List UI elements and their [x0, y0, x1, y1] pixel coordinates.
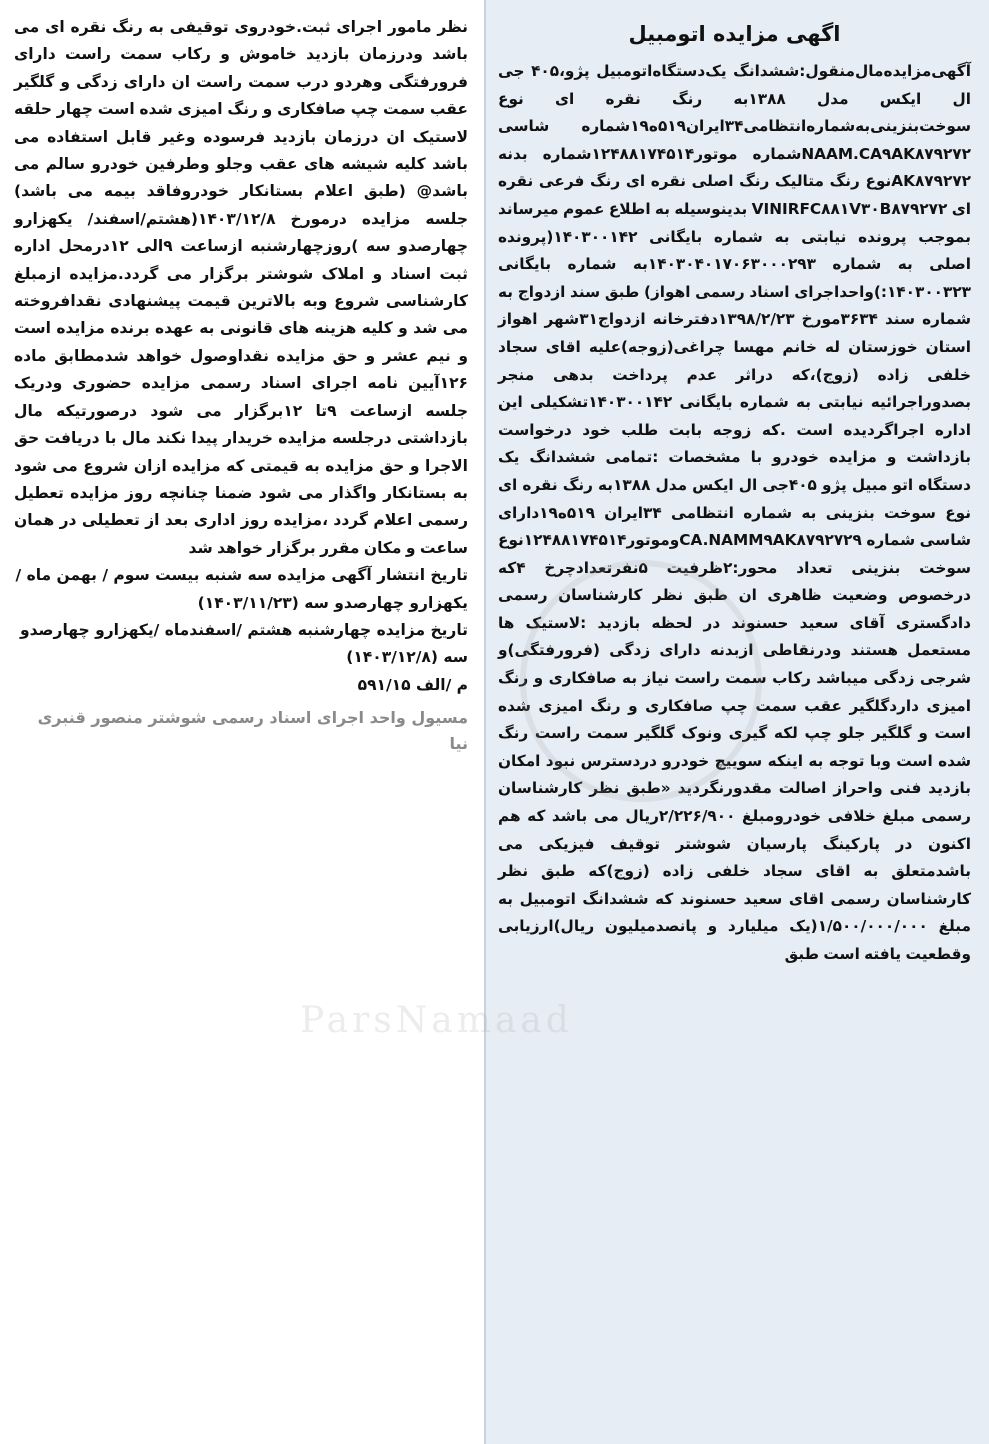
publish-date: تاریخ انتشار آگهی مزایده سه شنبه بیست سوم / بهمن ماه /یکهزارو چهارصدو سه (۱۴۰۳/۱۱/۲۳) — [15, 566, 468, 612]
signoff: مسیول واحد اجرای اسناد رسمی شوشتر منصور قنبری نیا — [37, 708, 468, 754]
watermark-text: ParsNamaad — [300, 1000, 573, 1041]
auction-date: تاریخ مزایده چهارشنبه هشتم /اسفندماه /یکهزارو چهارصدو سه (۱۴۰۳/۱۲/۸) — [19, 620, 468, 667]
notice-body-part-1: آگهی‌مزایده‌مال‌منقول:ششدانگ یک‌دستگاه‌اتومبیل پژو،۴۰۵ جی ال ایکس مدل ۱۳۸۸به رنگ نقره ای نوع سوخت‌بنزینی‌به‌شماره‌انتظامی۳۴ایران۵۱۹ه۱۹شماره شاسی NAAM.CA۹AK۸۷۹۲۷۲شماره موتور۱۲۴۸۸۱۷۴۵۱۴شماره بدنه AK۸۷۹۲۷۲نوع رنگ متالیک رنگ اصلی نقره ای رنگ فرعی نقره ای VINIRFC۸۸۱V۳۰B۸۷۹۲۷۲ بدینوسیله به اطلاع عموم میرساند بموجب پرونده نیابتی به شماره بایگانی ۱۴۰۳۰۰۱۴۲(پرونده اصلی به شماره ۱۴۰۳۰۴۰۱۷۰۶۳۰۰۰۲۹۳به شماره بایگانی ۱۴۰۳۰۰۳۲۳:)واحداجرای اسناد رسمی اهواز) طبق سند ازدواج به شماره سند ۳۶۳۴مورخ ۱۳۹۸/۲/۲۳دفترخانه ازدواج۳۱شهر اهواز استان خوزستان له خانم مهسا چراغی(زوجه)علیه اقای سجاد خلفی زاده (زوج)،که دراثر عدم پرداخت بدهی منجر بصدوراجرائیه نیابتی به شماره بایگانی ۱۴۰۳۰۰۱۴۲تشکیلی این اداره اجراگردیده است .که زوجه بابت طلب خود درخواست بازداشت و مزایده خودرو با مشخصات :تمامی ششدانگ یک دستگاه اتو مبیل پژو ۴۰۵جی ال ایکس مدل ۱۳۸۸به رنگ نقره ای نوع سوخت بنزینی به شماره انتظامی ۳۴ایران ۵۱۹ه۱۹دارای شاسی شماره CA.NAMM۹AK۸۷۹۲۷۲۹وموتور۱۲۴۸۸۱۷۴۵۱۴نوع سوخت بنزینی تعداد محور:۲ظرفیت ۵نفرتعدادچرخ ۴که درخصوص وضعیت ظاهری ان طبق نظر کارشناسان رسمی دادگستری آقای سعید حسنوند در لحظه بازدید :لاستیک ها مستعمل هستند ودرنقاطی ازبدنه دارای زدگی (فرورفتگی)و شرجی زدگی میباشد رکاب سمت راست نیاز به صافکاری و رنگ امیزی داردگلگیر عقب سمت چپ صافکاری و رنگ امیزی شده است و گلگیر جلو چپ لکه گیری ونوک گلگیر سمت راست رنگ شده است وبا توجه به اینکه سوییچ خودرو دردسترس نبود امکان بازدید فنی واحراز اصالت مقدورنگردید «طبق نظر کارشناسان رسمی مبلغ خلافی خودرومبلغ ۲/۲۲۶/۹۰۰ریال می باشد که هم اکنون در پارکینگ پارسیان شوشتر توقیف فیزیکی می باشدمتعلق به اقای سجاد خلفی زاده (زوج)که طبق نظر کارشناسان رسمی اقای سعید حسنوند که ششدانگ اتومبیل به مبلغ ۱/۵۰۰/۰۰۰/۰۰۰(یک میلیارد و پانصدمیلیون ریال)ارزیابی وقطعیت یافته است طبق — [498, 62, 972, 963]
right-column — [486, 0, 989, 1444]
left-column — [0, 0, 486, 1040]
notice-title: اگهی مزایده اتومبیل — [628, 22, 841, 46]
notice-body-part-2: نظر مامور اجرای ثبت.خودروی توقیفی به رنگ نقره ای می باشد ودرزمان بازدید خاموش و رکاب سمت راست دارای فرورفتگی وهردو درب سمت راست ان دارای زدگی و گلگیر عقب سمت چپ صافکاری و رنگ امیزی شده است چهار حلقه لاستیک ان درزمان بازدید فرسوده وغیر قابل استفاده می باشد کلیه شیشه های عقب وجلو وطرفین خودرو سالم می باشد@ (طبق اعلام بستانکار خودروفاقد بیمه می باشد) جلسه مزایده درمورخ ۱۴۰۳/۱۲/۸(هشتم/اسفند/ یکهزارو چهارصدو سه )روزچهارشنبه ازساعت ۹الی ۱۲درمحل اداره ثبت اسناد و املاک شوشتر برگزار می گردد.مزایده ازمبلغ کارشناسی شروع وبه بالاترین قیمت پیشنهادی نقدافروخته می شد و کلیه هزینه های قانونی به عهده برنده مزایده است و نیم عشر و حق مزایده نقداوصول خواهد شدمطابق ماده ۱۲۶آیین نامه اجرای اسناد رسمی مزایده حضوری ودریک جلسه ازساعت ۹تا ۱۲برگزار می شود درصورتیکه مال بازداشتی درجلسه مزایده خریدار پیدا نکند مال با دریافت حق الاجرا و حق مزایده به قیمتی که مزایده ازان شروع می شود به بستانکار واگذار می شود ضمنا چنانچه روز مزایده تعطیل رسمی اعلام گردد ،مزایده روز اداری بعد از تعطیلی در همان ساعت و مکان مقرر برگزار خواهد شد — [14, 18, 469, 557]
reference-number: م /الف ۵۹۱/۱۵ — [357, 675, 468, 694]
